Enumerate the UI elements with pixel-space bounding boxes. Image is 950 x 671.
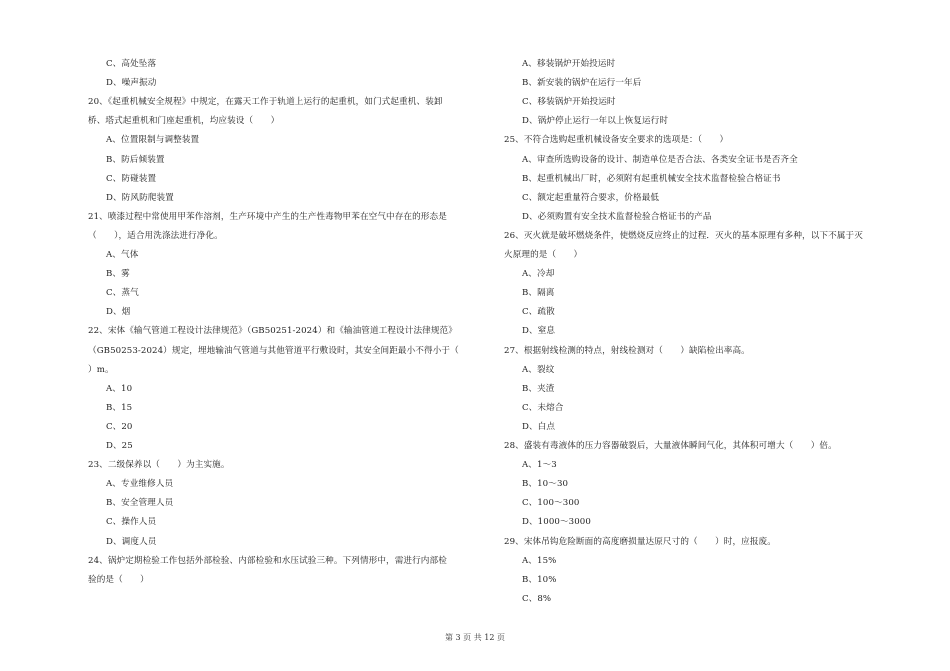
answer-option: D、烟 bbox=[106, 307, 131, 318]
answer-option: D、白点 bbox=[522, 421, 556, 432]
answer-option: D、1000～3000 bbox=[522, 517, 591, 528]
question-text: 22、宋体《输气管道工程设计法律规范》（GB50251-2024）和《输油管道工程设计法律规范》 bbox=[88, 326, 457, 337]
answer-option: B、防后倾装置 bbox=[106, 154, 165, 165]
question-text: 火原理的是（ ） bbox=[504, 250, 583, 260]
question-text: 27、根据射线检测的特点，射线检测对（ ）缺陷检出率高。 bbox=[504, 345, 750, 356]
answer-option: A、位置限制与调整装置 bbox=[106, 135, 200, 146]
answer-option: C、未熔合 bbox=[522, 402, 564, 413]
question-text: 28、盛装有毒液体的压力容器破裂后，大量液体瞬间气化，其体积可增大（ ）倍。 bbox=[504, 441, 837, 451]
answer-option: B、新安装的锅炉在运行一年后 bbox=[522, 78, 642, 89]
question-text: 26、灭火就是破坏燃烧条件，使燃烧反应终止的过程．灭火的基本原理有多种，以下不属于灭 bbox=[504, 230, 863, 241]
question-text: 24、锅炉定期检验工作包括外部检验、内部检验和水压试验三种。下列情形中，需进行内部检 bbox=[88, 555, 447, 566]
answer-option: B、隔离 bbox=[522, 288, 555, 299]
answer-option: C、疏散 bbox=[522, 307, 555, 318]
answer-option: A、10 bbox=[106, 383, 133, 394]
page-number: 第 3 页 共 12 页 bbox=[445, 633, 505, 642]
question-text: 23、二级保养以（ ）为主实施。 bbox=[88, 460, 230, 471]
answer-option: C、蒸气 bbox=[106, 288, 139, 299]
answer-option: A、冷却 bbox=[522, 269, 555, 280]
answer-option: C、移装锅炉开始投运时 bbox=[522, 97, 616, 108]
question-text: 21、喷漆过程中常使用甲苯作溶剂，生产环境中产生的生产性毒物甲苯在空气中存在的形态是 bbox=[88, 211, 447, 222]
question-text: ）m。 bbox=[88, 364, 114, 375]
answer-option: D、窒息 bbox=[522, 326, 556, 337]
answer-option: C、100～300 bbox=[522, 498, 580, 509]
answer-option: C、8% bbox=[522, 593, 552, 604]
answer-option: B、雾 bbox=[106, 269, 130, 280]
answer-option: B、安全管理人员 bbox=[106, 498, 174, 509]
question-text: 验的是（ ） bbox=[88, 574, 149, 585]
answer-option: A、气体 bbox=[106, 250, 139, 260]
answer-option: A、移装锅炉开始投运时 bbox=[522, 59, 616, 69]
answer-option: D、25 bbox=[106, 441, 133, 451]
answer-option: B、10～30 bbox=[522, 479, 569, 490]
answer-option: A、裂纹 bbox=[522, 364, 555, 375]
question-text: （ ），适合用洗涤法进行净化。 bbox=[88, 230, 223, 241]
answer-option: B、夹渣 bbox=[522, 383, 555, 394]
answer-option: C、高处坠落 bbox=[106, 59, 157, 69]
answer-option: B、15 bbox=[106, 402, 133, 413]
answer-option: D、防风防爬装置 bbox=[106, 192, 174, 203]
answer-option: C、操作人员 bbox=[106, 517, 157, 528]
question-text: （GB50253-2024）规定，埋地输油气管道与其他管道平行敷设时，其安全间距最小不得小于（ bbox=[88, 345, 459, 356]
answer-option: C、额定起重量符合要求，价格最低 bbox=[522, 192, 660, 203]
answer-option: C、防碰装置 bbox=[106, 173, 157, 184]
answer-option: A、审查所选购设备的设计、制造单位是否合法、各类安全证书是否齐全 bbox=[522, 154, 798, 165]
answer-option: D、噪声振动 bbox=[106, 78, 157, 89]
question-text: 25、不符合选购起重机械设备安全要求的选项是：（ ） bbox=[504, 135, 729, 146]
answer-option: D、锅炉停止运行一年以上恢复运行时 bbox=[522, 116, 669, 127]
answer-option: B、10% bbox=[522, 574, 557, 585]
answer-option: A、1～3 bbox=[522, 460, 557, 471]
question-text: 桥、塔式起重机和门座起重机，均应装设（ ） bbox=[88, 116, 280, 127]
answer-option: A、专业维修人员 bbox=[106, 479, 174, 490]
question-text: 20、《起重机械安全规程》中规定，在露天工作于轨道上运行的起重机，如门式起重机、装卸 bbox=[88, 97, 443, 108]
answer-option: D、必须购置有安全技术监督检验合格证书的产品 bbox=[522, 211, 712, 222]
answer-option: A、15% bbox=[522, 555, 557, 566]
question-text: 29、宋体吊钩危险断面的高度磨损量达原尺寸的（ ）时，应报废。 bbox=[504, 536, 776, 547]
answer-option: D、调度人员 bbox=[106, 536, 157, 547]
answer-option: B、起重机械出厂时，必须附有起重机械安全技术监督检验合格证书 bbox=[522, 173, 781, 184]
answer-option: C、20 bbox=[106, 421, 133, 432]
